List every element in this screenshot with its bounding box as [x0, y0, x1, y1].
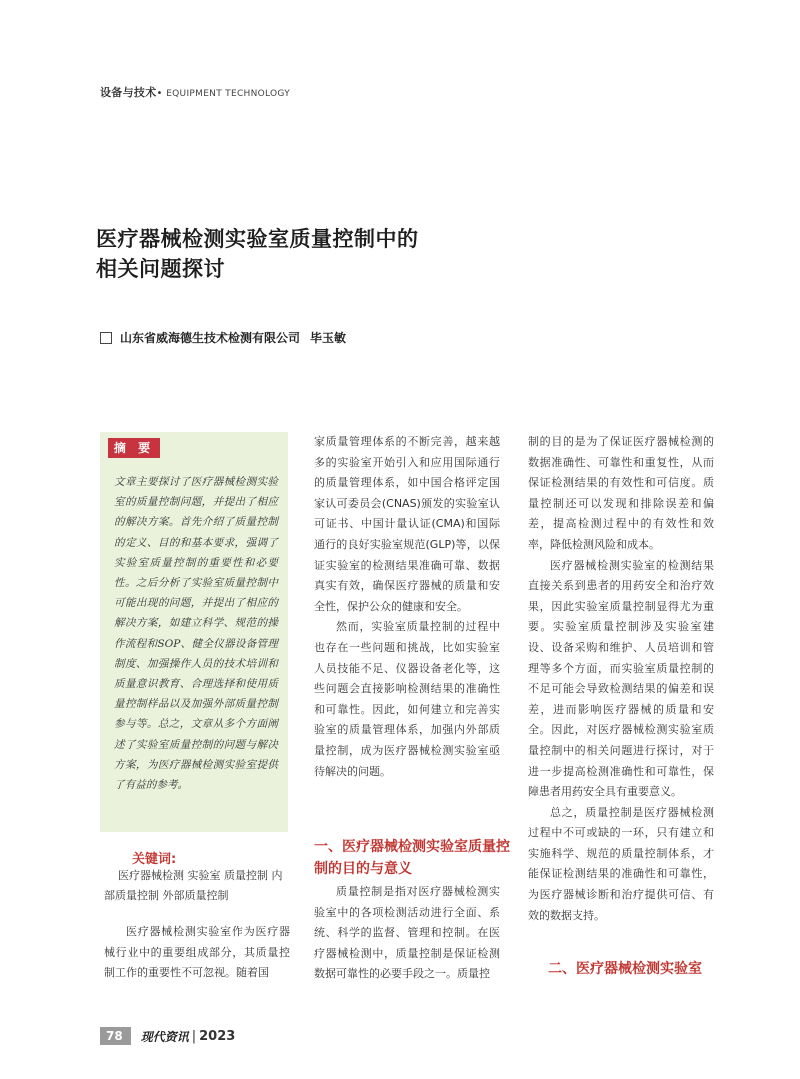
page-footer	[100, 1026, 235, 1046]
section-heading-2: 二、医疗器械检测实验室	[548, 961, 702, 977]
paragraph: 质量控制是指对医疗器械检测实验室中的各项检测活动进行全面、系统、科学的监督、管理和控制。在医疗器械检测中，质量控制是保证检测数据可靠性的必要手段之一。质量控	[314, 885, 500, 981]
title-line-2: 相关问题探讨	[96, 257, 225, 281]
magazine-name: 现代资讯	[140, 1029, 189, 1044]
article-title	[96, 224, 419, 284]
page-number: 78	[100, 1027, 131, 1045]
paragraph: 制的目的是为了保证医疗器械检测的数据准确性、可靠性和重复性，从而保证检测结果的有效性和可信度。质量控制还可以发现和排除误差和偏差，提高检测过程中的有效性和效率，降低检测风险和成本。	[528, 435, 714, 551]
paragraph: 医疗器械检测实验室作为医疗器械行业中的重要组成部分，其质量控制工作的重要性不可忽视。随着国	[104, 925, 290, 980]
title-line-1: 医疗器械检测实验室质量控制中的	[96, 227, 419, 251]
paragraph: 然而，实验室质量控制的过程中也存在一些问题和挑战，比如实验室人员技能不足、仪器设备老化等，这些问题会直接影响检测结果的准确性和可靠性。因此，如何建立和完善实验室的质量管理体系，加强内外部质量控制，成为医疗器械检测实验室亟待解决的问题。	[314, 620, 500, 778]
column-3	[528, 432, 714, 926]
running-header	[100, 84, 290, 100]
paragraph: 总之，质量控制是医疗器械检测过程中不可或缺的一环，只有建立和实施科学、规范的质量控制体系，才能保证检测结果的准确性和可靠性，为医疗器械诊断和治疗提供可信、有效的数据支持。	[528, 805, 714, 922]
column-2	[314, 432, 500, 782]
author-organization: 山东省威海德生技术检测有限公司	[120, 331, 301, 345]
column-1	[104, 922, 290, 984]
paragraph: 医疗器械检测实验室的检测结果直接关系到患者的用药安全和治疗效果，因此实验室质量控制显得尤为重要。实验室质量控制涉及实验室建设、设备采购和维护、人员培训和管理等多个方面，而实验室质量控制的不足可能会导致检测结果的偏差和误差，进而影响医疗器械的质量和安全。因此，对医疗器械检测实验室质量控制中的相关问题进行探讨，对于进一步提高检测准确性和可靠性，保障患者用药安全具有重要意义。	[528, 558, 714, 799]
header-bullet: •	[156, 88, 163, 99]
abstract-text: 文章主要探讨了医疗器械检测实验室的质量控制问题，并提出了相应的解决方案。首先介绍了质量控制的定义、目的和基本要求，强调了实验室质量控制的重要性和必要性。之后分析了实验室质量控制中可能出现的问题，并提出了相应的解决方案，如建立科学、规范的操作流程和SOP、健全仪器设备管理制度、加强操作人员的技术培训和质量意识教育、合理选择和使用质量控制样品以及加强外部质量控制参与等。总之，文章从多个方面阐述了实验室质量控制的问题与解决方案，为医疗器械检测实验室提供了有益的参考。	[114, 476, 278, 792]
author-line	[100, 329, 346, 346]
section-heading-1: 一、医疗器械检测实验室质量控制的目的与意义	[314, 839, 510, 877]
square-bullet-icon	[100, 332, 112, 344]
author-name: 毕玉敏	[310, 331, 347, 345]
issue-year: 2023	[199, 1028, 236, 1044]
section-name-en: EQUIPMENT TECHNOLOGY	[166, 89, 291, 99]
keywords-text: 医疗器械检测 实验室 质量控制 内部质量控制 外部质量控制	[104, 869, 283, 902]
column-2-continued	[314, 882, 500, 985]
section-name-cn: 设备与技术	[100, 86, 157, 99]
keywords-label: 关键词:	[132, 852, 177, 867]
footer-separator: |	[191, 1028, 197, 1044]
abstract-box	[100, 432, 288, 832]
abstract-label: 摘 要	[108, 438, 160, 458]
paragraph: 家质量管理体系的不断完善，越来越多的实验室开始引入和应用国际通行的质量管理体系，如中国合格评定国家认可委员会(CNAS)颁发的实验室认可证书、中国计量认证(CMA)和国际通行的良好实验室规范(GLP)等，以保证实验室的检测结果准确可靠、数据真实有效，确保医疗器械的质量和安全性，保护公众的健康和安全。	[314, 435, 500, 613]
